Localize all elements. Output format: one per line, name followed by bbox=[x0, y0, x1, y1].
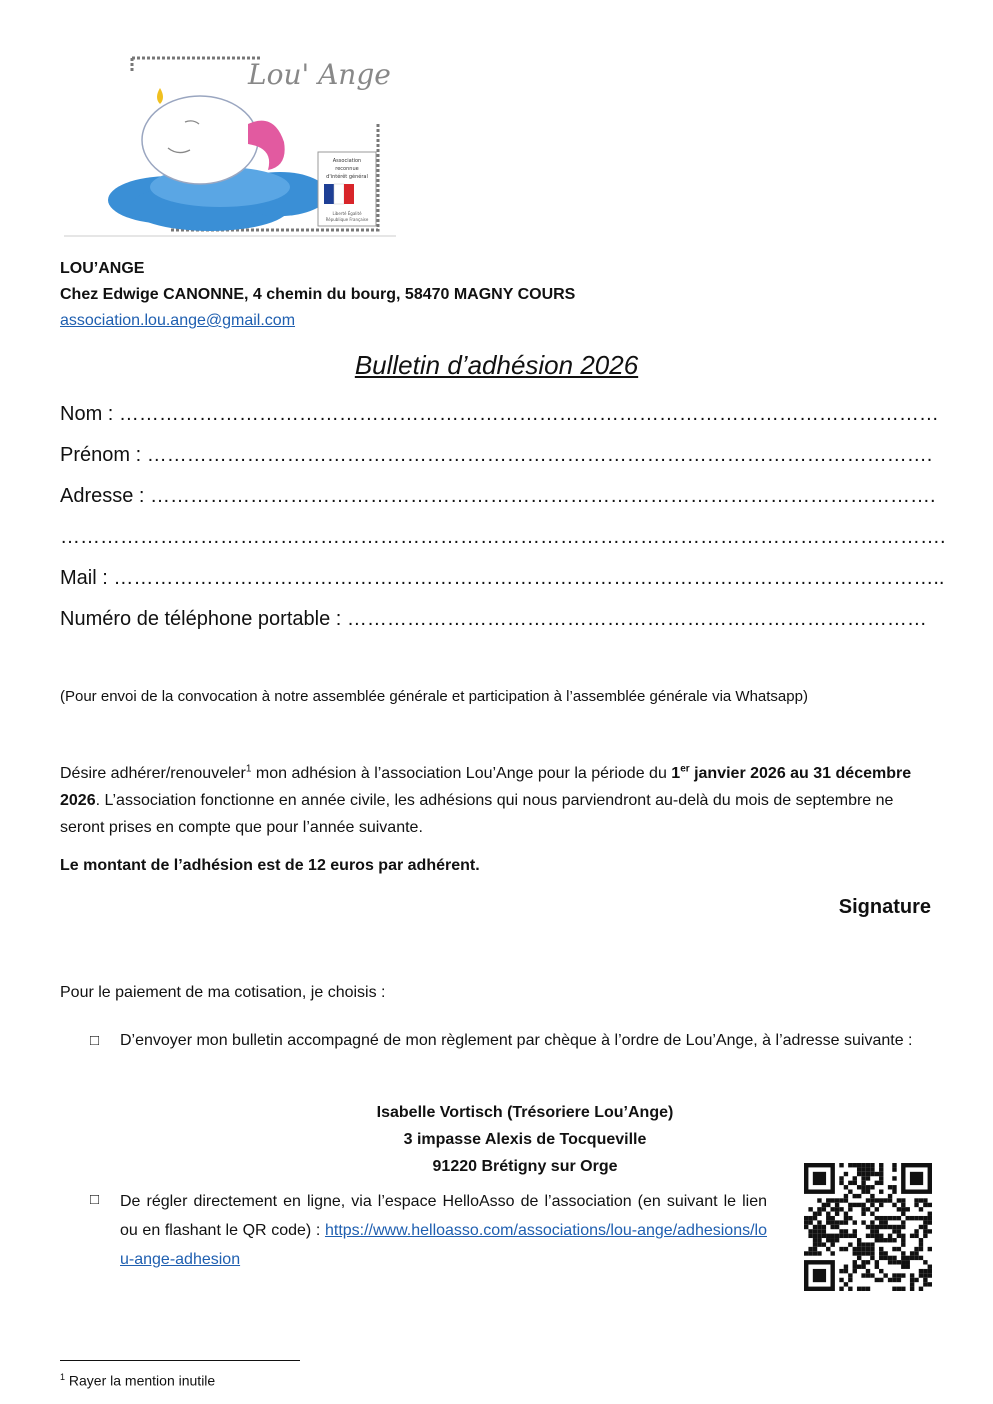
payment-option-cheque: D’envoyer mon bulletin accompagné de mon règlement par chèque à l’ordre de Lou’Ange, à l’adresse suivante : bbox=[120, 1032, 913, 1049]
payment-intro: Pour le paiement de ma cotisation, je choisis : bbox=[60, 984, 386, 1001]
field-prenom[interactable]: Prénom : ………………………………………………………………………………………………………. bbox=[60, 444, 933, 466]
signature-label: Signature bbox=[838, 896, 931, 918]
logo-script-text: Lou' Ange bbox=[248, 58, 391, 91]
helloasso-link[interactable]: https://www.helloasso.com/associations/lou-ange/adhesions/lou-ange-adhesion bbox=[120, 1222, 767, 1268]
svg-text:Liberté Égalité: Liberté Égalité bbox=[332, 211, 362, 216]
treasurer-name: Isabelle Vortisch (Trésoriere Lou’Ange) bbox=[376, 1104, 674, 1121]
footnote: $^1$ Rayer la mention inutile bbox=[60, 1372, 216, 1389]
svg-text:reconnue: reconnue bbox=[335, 166, 359, 172]
membership-amount: Le montant de l’adhésion est de 12 euros par adhérent. bbox=[60, 857, 480, 874]
payment-option-online: De régler directement en ligne, via l’espace HelloAsso de l’association (en suivant le lien ou en flashant le QR code) : https://www.helloasso.com/associations/lou-ange/adhesions/lou-ange-adhesion bbox=[120, 1193, 767, 1268]
field-adresse[interactable]: Adresse : ………………………………………………………………………………………………………. bbox=[60, 485, 936, 507]
logo-illustration bbox=[60, 52, 398, 238]
membership-text: Désire adhérer/renouveler$^1$ mon adhésion à l’association Lou’Ange pour la période du 1er janvier 2026 au 31 décembre 2026. L’association fonctionne en année civile, les adhésions qui nous parviendront au-delà du mois de septembre ne seront prises en compte que pour l’année suivante. bbox=[60, 763, 912, 836]
field-mail[interactable]: Mail : …………………………………………………………………………………………………………….. bbox=[60, 567, 945, 589]
org-email-link[interactable]: association.lou.ange@gmail.com bbox=[60, 312, 296, 329]
logo bbox=[60, 52, 398, 238]
checkbox-online[interactable]: □ bbox=[90, 1191, 100, 1208]
page-title: Bulletin d’adhésion 2026 bbox=[354, 350, 639, 380]
org-name: LOU’ANGE bbox=[60, 260, 145, 277]
svg-text:d'intérêt général: d'intérêt général bbox=[326, 174, 368, 180]
footnote-rule bbox=[60, 1360, 300, 1361]
treasurer-city: 91220 Brétigny sur Orge bbox=[432, 1158, 618, 1175]
org-address: Chez Edwige CANONNE, 4 chemin du bourg, 58470 MAGNY COURS bbox=[60, 286, 576, 303]
whatsapp-note: (Pour envoi de la convocation à notre assemblée générale et participation à l’assemblée générale via Whatsapp) bbox=[60, 688, 808, 705]
checkbox-cheque[interactable]: □ bbox=[90, 1032, 100, 1049]
field-telephone[interactable]: Numéro de téléphone portable : …………………………………………………………………………… bbox=[60, 608, 927, 630]
qr-code[interactable] bbox=[804, 1163, 932, 1291]
treasurer-street: 3 impasse Alexis de Tocqueville bbox=[403, 1131, 647, 1148]
svg-text:Association: Association bbox=[332, 158, 362, 164]
field-nom[interactable]: Nom : …………………………………………………………………………………………………………… bbox=[60, 403, 939, 425]
svg-text:République Française: République Française bbox=[325, 217, 369, 222]
field-adresse-line2[interactable]: ……………………………………………………………………………………………………………………. bbox=[60, 526, 946, 548]
qr-code-graphic bbox=[804, 1163, 932, 1291]
